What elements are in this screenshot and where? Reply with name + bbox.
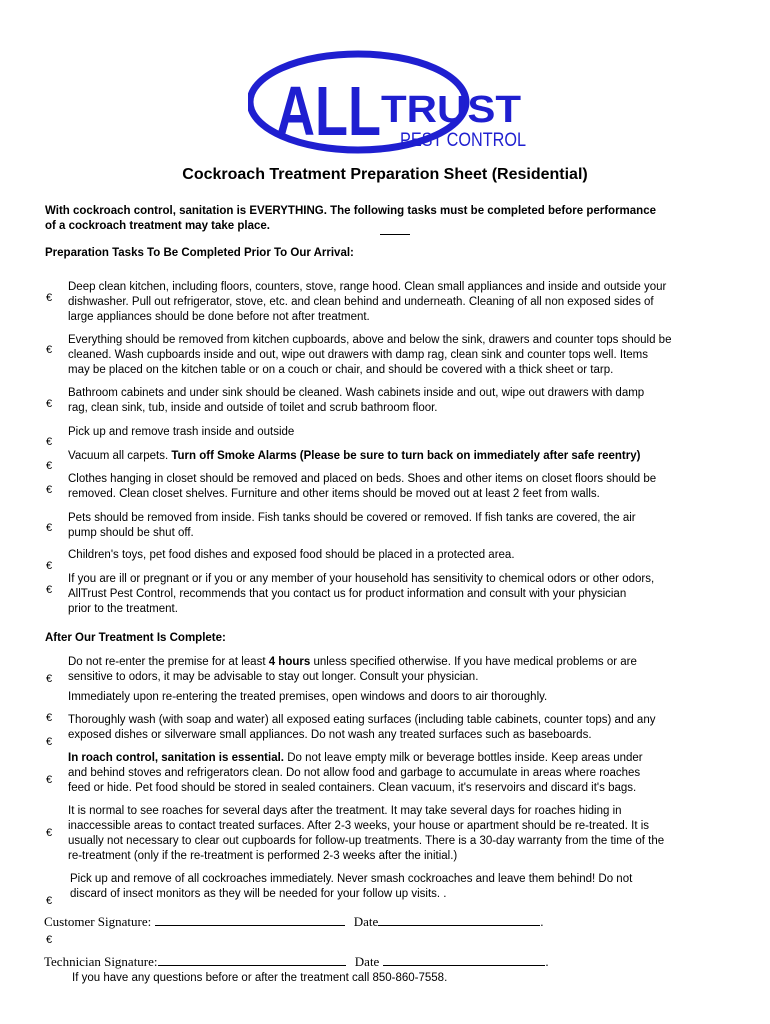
- footer-contact: If you have any questions before or after the treatment call 850-860-7558.: [72, 972, 448, 984]
- intro-text: [45, 204, 745, 235]
- customer-signature-field[interactable]: [155, 915, 345, 926]
- intro-line-2: of a cockroach treatment may take place.: [45, 219, 745, 235]
- prep-task-3: Bathroom cabinets and under sink should be cleaned. Wash cabinets inside and out, wipe out drawers with damp rag, clean sink, tub, inside and outside of toilet and scrub bathroom floor.: [68, 387, 645, 414]
- after-task-3: Thoroughly wash (with soap and water) all exposed eating surfaces (including table cabinets, counter tops) and any exposed dishes or silverware small appliances. Do not wash any treated surfaces such as baseboards.: [68, 714, 656, 741]
- prep-task-4: Pick up and remove trash inside and outside: [68, 426, 295, 438]
- technician-signature-field[interactable]: [158, 955, 346, 966]
- technician-date-field[interactable]: [383, 955, 545, 966]
- technician-date-label: Date: [354, 954, 380, 969]
- page-title: Cockroach Treatment Preparation Sheet (Residential): [182, 166, 588, 183]
- logo-text-trust: TRUST: [381, 89, 521, 131]
- customer-signature-row: Customer Signature: Date .: [44, 914, 544, 929]
- technician-signature-label: Technician Signature:: [44, 954, 158, 969]
- bullet-icon: €: [46, 736, 53, 748]
- customer-date-field[interactable]: [378, 915, 540, 926]
- technician-signature-row: Technician Signature: Date .: [44, 954, 549, 969]
- after-task-1: Do not re-enter the premise for at least 4 hours unless specified otherwise. If you have medical problems or are sensitive to odors, it may be advisable to stay out longer. Consult your physician.: [68, 656, 637, 683]
- bullet-icon: €: [46, 827, 53, 839]
- after-heading: After Our Treatment Is Complete:: [45, 632, 226, 644]
- bullet-icon: €: [46, 436, 53, 448]
- bullet-icon: €: [46, 460, 53, 472]
- bullet-icon: €: [46, 895, 53, 907]
- after-task-2: Immediately upon re-entering the treated premises, open windows and doors to air thoroughly.: [68, 691, 548, 703]
- bullet-icon: €: [46, 484, 53, 496]
- prep-task-8: Children's toys, pet food dishes and exposed food should be placed in a protected area.: [68, 549, 515, 561]
- prep-heading: Preparation Tasks To Be Completed Prior To Our Arrival:: [45, 247, 354, 259]
- intro-blank-line: [380, 219, 410, 235]
- bullet-icon: €: [46, 560, 53, 572]
- prep-task-6: Clothes hanging in closet should be removed and placed on beds. Shoes and other items on closet floors should be removed. Clean closet shelves. Furniture and other items should be moved out at least 2 feet from walls.: [68, 473, 657, 500]
- bullet-icon: €: [46, 712, 53, 724]
- bullet-icon: €: [46, 774, 53, 786]
- after-task-5: It is normal to see roaches for several days after the treatment. It may take several days for roaches hiding in inaccessible areas to contact treated surfaces. After 2-3 weeks, your house or apartment should be re-treated. It is usually not necessary to clear out cupboards for follow-up treatments. There is a 30-day warranty from the time of the re-treatment (only if the re-treatment is performed 2-3 weeks after the initial.): [68, 805, 665, 862]
- bullet-icon: €: [46, 934, 53, 946]
- customer-date-label: Date: [353, 914, 379, 929]
- bullet-icon: €: [46, 522, 53, 534]
- alltrust-logo: [248, 50, 538, 155]
- bullet-icon: €: [46, 398, 53, 410]
- bullet-icon: €: [46, 584, 53, 596]
- prep-task-2: Everything should be removed from kitchen cupboards, above and below the sink, drawers and counter tops should be cleaned. Wash cupboards inside and out, wipe out drawers with damp rag, clean sink and counter tops well. Items may be placed on the kitchen table or on a couch or chair, and should be covered with a thick sheet or tarp.: [68, 334, 672, 376]
- prep-task-7: Pets should be removed from inside. Fish tanks should be covered or removed. If fish tanks are covered, the air pump should be shut off.: [68, 512, 636, 539]
- bullet-icon: €: [46, 292, 53, 304]
- after-task-6: Pick up and remove of all cockroaches immediately. Never smash cockroaches and leave them behind! Do not discard of insect monitors as they will be needed for your follow up visits. .: [70, 873, 633, 900]
- bullet-icon: €: [46, 344, 53, 356]
- prep-task-9: If you are ill or pregnant or if you or any member of your household has sensitivity to chemical odors or other odors, AllTrust Pest Control, recommends that you contact us for product information and consult with your physician prior to the treatment.: [68, 573, 655, 615]
- prep-task-1: Deep clean kitchen, including floors, counters, stove, range hood. Clean small appliances and inside and outside your dishwasher. Pull out refrigerator, stove, etc. and clean behind and underneath. Cleaning of all non exposed sides of large appliances should be done before not after treatment.: [68, 281, 667, 323]
- logo-subtitle: PEST CONTROL: [400, 130, 526, 151]
- after-task-4: In roach control, sanitation is essential. Do not leave empty milk or beverage bottles inside. Keep areas under and behind stoves and refrigerators clean. Do not allow food and garbage to accumulate in areas where roaches feed or hide. Pet food should be stored in sealed containers. Clean vacuum, it's reservoirs and discard it's bags.: [68, 752, 643, 794]
- customer-signature-label: Customer Signature:: [44, 914, 155, 929]
- intro-line-1: With cockroach control, sanitation is EVERYTHING. The following tasks must be completed before performance: [45, 205, 656, 217]
- logo-text-all: ALL: [276, 72, 381, 150]
- prep-task-5: Vacuum all carpets. Turn off Smoke Alarms (Please be sure to turn back on immediately after safe reentry): [68, 450, 641, 462]
- bullet-icon: €: [46, 673, 53, 685]
